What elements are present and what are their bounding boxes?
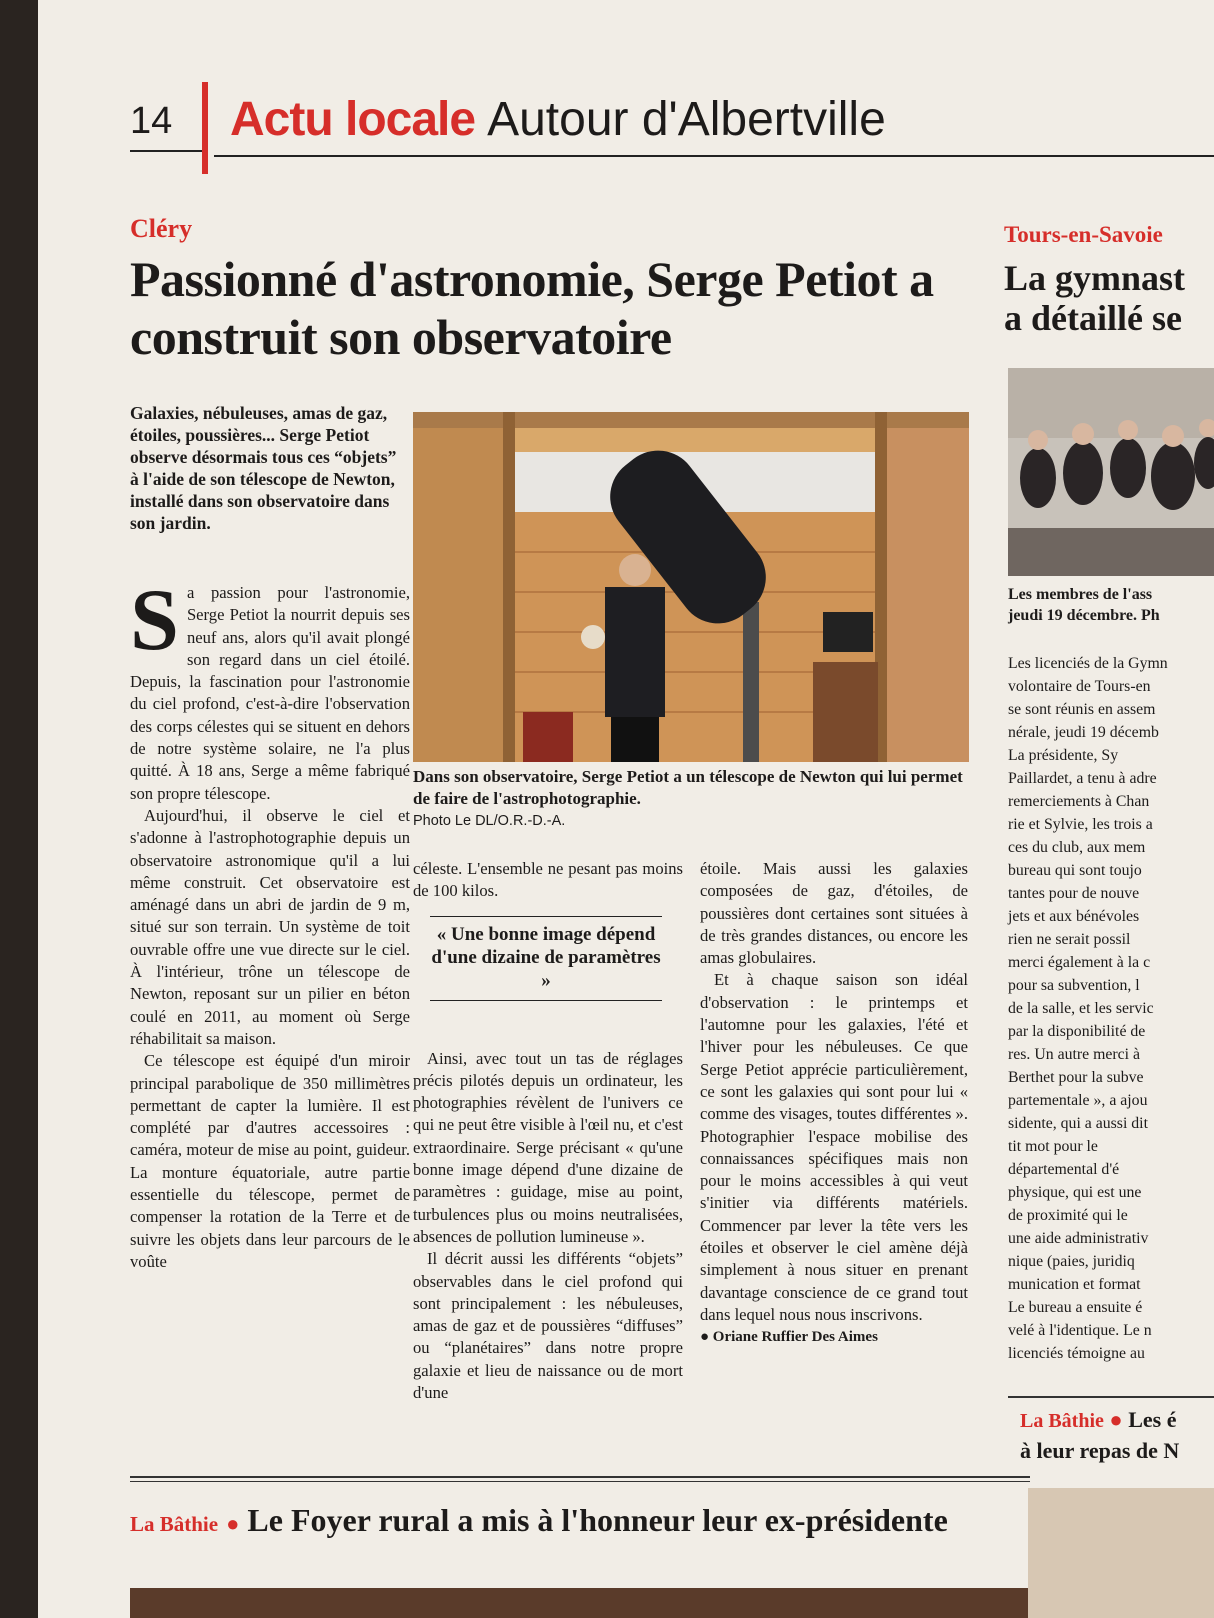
side-bottom-photo: [1028, 1488, 1214, 1618]
side-line: Berthet pour la subve: [1008, 1069, 1144, 1086]
gym-assembly-photo: [1008, 368, 1214, 576]
article-lead: Galaxies, nébuleuses, amas de gaz, étoiles, poussières... Serge Petiot observe désormais tous ces “objets” à l'aide de son télescope de Newton, installé dans son observatoire dans son jardin.: [130, 403, 397, 533]
side-line: merci également à la c: [1008, 954, 1151, 971]
author-signature: ● Oriane Ruffier Des Aimes: [700, 1329, 878, 1346]
paragraph: Ce télescope est équipé d'un miroir principal parabolique de 350 millimètres permettant de capter la lumière. Il est complété par d'autres accessoires : caméra, moteur de mise au point, guideur. La monture équatoriale, autre partie essentielle du télescope, permet de compenser la rotation de la Terre et de suivre les objets dans leur parcours de le voûte: [130, 1051, 410, 1271]
side-line: nique (paies, juridiq: [1008, 1253, 1135, 1270]
bottom-article-location: La Bâthie: [130, 1512, 219, 1536]
side-line: départemental d'é: [1008, 1161, 1120, 1178]
side-line: ces du club, aux mem: [1008, 839, 1146, 856]
paragraph: Sa passion pour l'astronomie, Serge Petiot la nourrit depuis ses neuf ans, alors qu'il avait plongé son regard dans un ciel étoilé. Depuis, la fascination pour l'astronomie du ciel profond, c'est-à-dire l'observation des corps célestes qui se situent en dehors de notre système solaire, ne l'a plus quitté. À 18 ans, Serge a même fabriqué son propre télescope.: [130, 572, 410, 803]
bottom-rule-thin: [130, 1481, 1030, 1482]
side-line: velé à l'identique. Le n: [1008, 1322, 1152, 1339]
paragraph: céleste. L'ensemble ne pesant pas moins de 100 kilos.: [413, 859, 683, 901]
pull-quote: « Une bonne image dépend d'une dizaine de paramètres »: [430, 916, 662, 1001]
rubric-main: Actu locale: [230, 93, 476, 146]
side-line: Le bureau a ensuite é: [1008, 1299, 1143, 1316]
section-red-bar: [202, 82, 208, 174]
newspaper-page: [38, 0, 1214, 1618]
article-column-1: [130, 572, 410, 1273]
side-line: de la salle, et les servic: [1008, 1000, 1154, 1017]
header-rule: [214, 155, 1214, 157]
side-line: munication et format: [1008, 1276, 1141, 1293]
photo-caption: Dans son observatoire, Serge Petiot a un télescope de Newton qui lui permet de faire de l'astrophotographie. Photo Le DL/O.R.-D.-A.: [413, 766, 969, 832]
article-column-3: [700, 858, 968, 1349]
side-article-headline: La gymnast a détaillé se: [1004, 258, 1186, 338]
observatory-photo: [413, 412, 969, 762]
page-number: 14: [130, 100, 173, 142]
side-line: sidente, qui a aussi dit: [1008, 1115, 1148, 1132]
side-line: res. Un autre merci à: [1008, 1046, 1141, 1063]
side-bottom-headline: La Bâthie ● Les é à leur repas de N: [1020, 1407, 1180, 1463]
side-line: rie et Sylvie, les trois a: [1008, 816, 1153, 833]
article-headline: Passionné d'astronomie, Serge Petiot a construit son observatoire: [130, 251, 934, 365]
side-line: nérale, jeudi 19 décemb: [1008, 724, 1159, 741]
section-rubric: [230, 92, 886, 147]
side-line: par la disponibilité de: [1008, 1023, 1146, 1040]
side-photo-caption: Les membres de l'ass jeudi 19 décembre. Ph: [1008, 586, 1160, 624]
side-line: partementale », a ajou: [1008, 1092, 1148, 1109]
side-line: remerciements à Chan: [1008, 793, 1150, 810]
page-number-rule: [130, 150, 202, 152]
bottom-article-headline: La Bâthie ● Le Foyer rural a mis à l'honneur leur ex-présidente: [130, 1502, 948, 1538]
side-line: rien ne serait possil: [1008, 931, 1131, 948]
rubric-sub: Autour d'Albertville: [487, 93, 886, 146]
side-line: pour sa subvention, l: [1008, 977, 1140, 994]
side-line: La présidente, Sy: [1008, 747, 1119, 764]
side-line: licenciés témoigne au: [1008, 1345, 1145, 1362]
paragraph: Il décrit aussi les différents “objets” observables dans le ciel profond qui sont principalement : les nébuleuses, amas de gaz et de poussières “diffuses” ou “planétaires” dans notre propre galaxie et lieu de naissance ou de mort d'une: [413, 1249, 683, 1403]
side-line: Les licenciés de la Gymn: [1008, 655, 1168, 672]
bottom-article-photo: [130, 1588, 1030, 1618]
side-line: Paillardet, a tenu à adre: [1008, 770, 1157, 787]
paragraph: Aujourd'hui, il observe le ciel et s'adonne à l'astrophotographie depuis un observatoire astronomique qu'il a lui même construit. Cet observatoire est aménagé dans un abri de jardin de 9 m, situé sur son terrain. Un système de toit ouvrable offre une vue directe sur le ciel. À l'intérieur, trône un télescope de Newton, reposant sur un pilier en béton coulé en 2011, au moment où Serge réhabilitait sa maison.: [130, 805, 410, 1048]
side-article-body: [1008, 652, 1214, 1365]
side-line: volontaire de Tours-en: [1008, 678, 1151, 695]
side-line: tantes pour de nouve: [1008, 885, 1140, 902]
paragraph: Ainsi, avec tout un tas de réglages précis pilotés depuis un ordinateur, les photographies révèlent de l'univers ce qui ne peut être visible à l'œil nu, et c'est extraordinaire. Serge précisant « qu'une bonne image dépend d'une dizaine de paramètres : guidage, mise au point, turbulences plus ou moins neutralisées, absences de pollution lumineuse ».: [413, 1048, 683, 1246]
paragraph: Et à chaque saison son idéal d'observation : le printemps et l'automne pour les galaxies, l'été et l'hiver pour les nébuleuses. Ce que Serge Petiot apprécie particulièrement, ce sont les galaxies qui sont pour lui « comme des visages, toutes différentes ». Photographier l'espace mobilise des connaissances spécifiques mais non pour le moins accessibles à qui veut s'initier via différents matériels. Commencer par lever la tête vers les étoiles et observer le ciel amène déjà simplement à nous situer en prenant davantage conscience de ce grand tout dans lequel nous nous inscrivons.: [700, 970, 968, 1324]
bottom-rule: [130, 1476, 1030, 1478]
side-article-location: Tours-en-Savoie: [1004, 222, 1163, 247]
side-line: tit mot pour le: [1008, 1138, 1098, 1155]
photo-credit: Photo Le DL/O.R.-D.-A.: [413, 813, 566, 829]
side-rule: [1008, 1396, 1214, 1398]
side-line: bureau qui sont toujo: [1008, 862, 1142, 879]
drop-cap: S: [130, 572, 179, 669]
side-line: physique, qui est une: [1008, 1184, 1142, 1201]
side-line: se sont réunis en assem: [1008, 701, 1156, 718]
side-line: de proximité qui le: [1008, 1207, 1128, 1224]
article-location: Cléry: [130, 214, 193, 243]
side-line: une aide administrativ: [1008, 1230, 1149, 1247]
paragraph: étoile. Mais aussi les galaxies composées de gaz, d'étoiles, de poussières dont certaines sont situées à de très grandes distances, ou encore les amas globulaires.: [700, 859, 968, 968]
side-line: jets et aux bénévoles: [1008, 908, 1140, 925]
